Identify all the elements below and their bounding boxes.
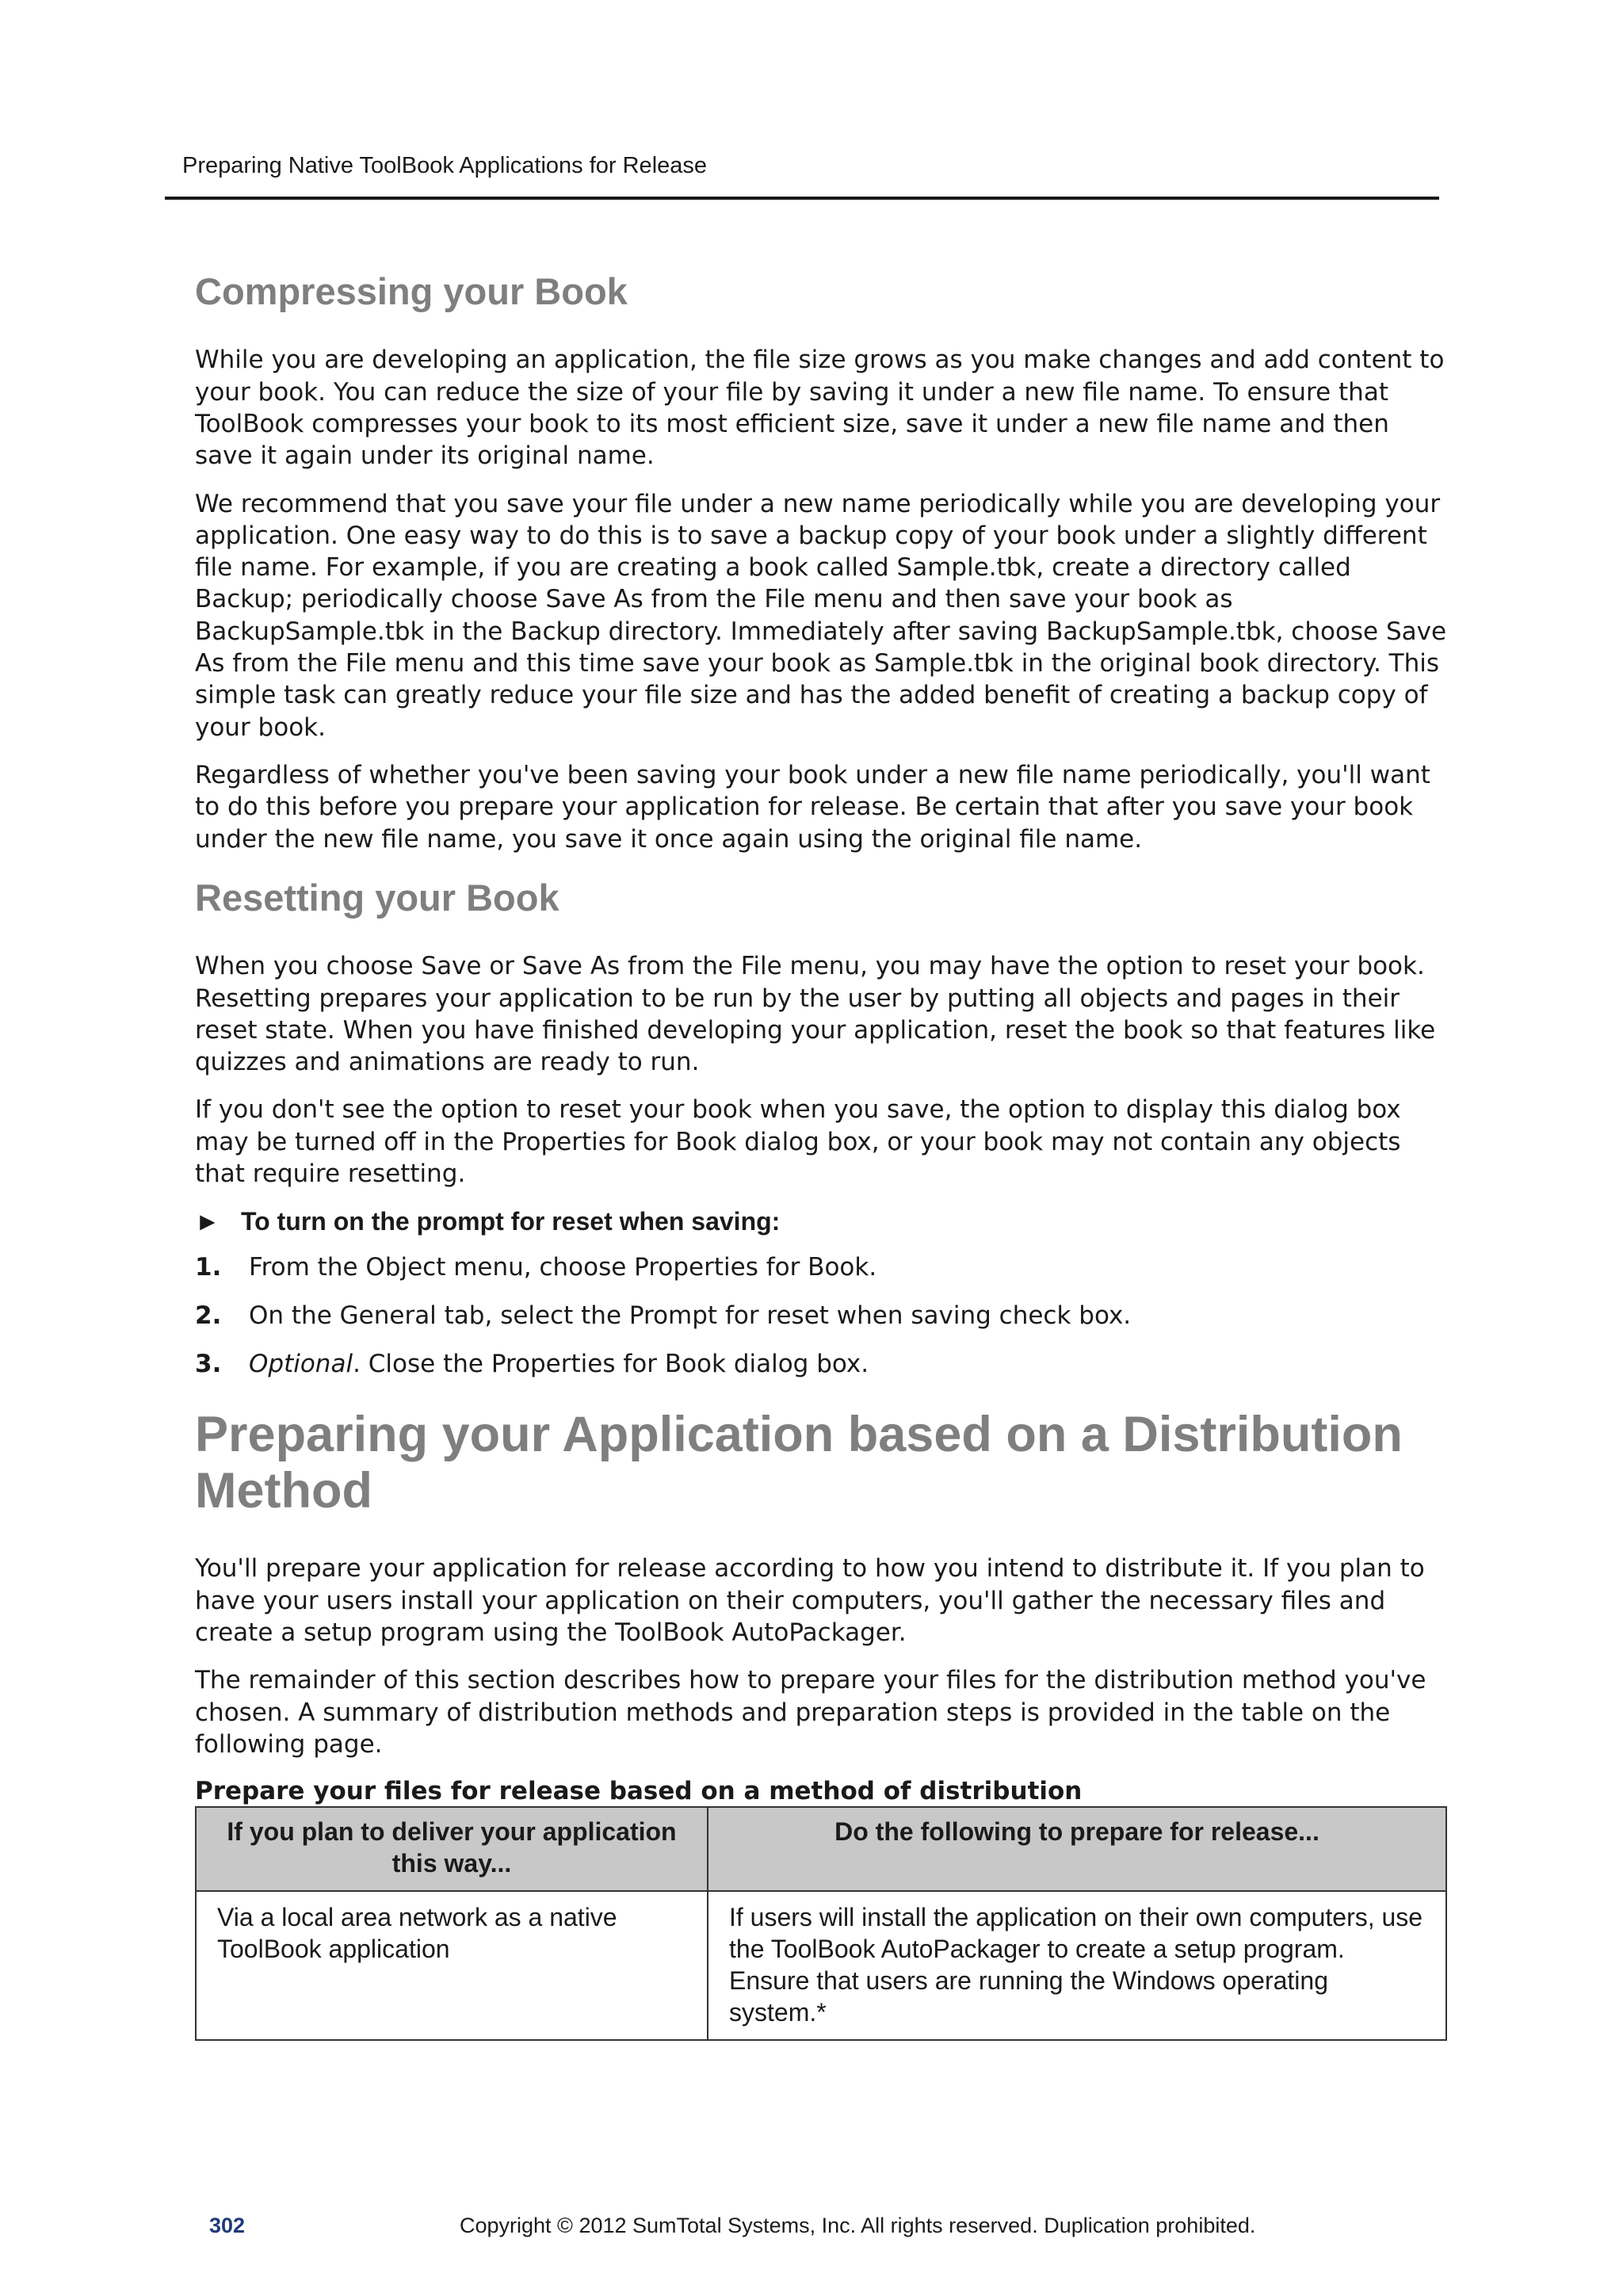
section-heading-resetting: Resetting your Book (195, 876, 559, 919)
table-header-row (196, 1807, 1446, 1891)
step-text (249, 1348, 869, 1380)
table-row (196, 1891, 1446, 2040)
procedure-step (195, 1348, 1447, 1380)
step-number: 3. (195, 1350, 222, 1379)
step-number: 2. (195, 1301, 222, 1331)
procedure-step (195, 1251, 1447, 1283)
table-header-cell: Do the following to prepare for release... (708, 1807, 1446, 1891)
step-text-rest: . Close the Properties for Book dialog box. (353, 1350, 869, 1379)
step-number: 1. (195, 1253, 222, 1282)
distribution-table (195, 1806, 1447, 2041)
procedure-step (195, 1300, 1447, 1331)
compress-paragraph-3: Regardless of whether you've been saving your book under a new file name periodically, you'll want to do this before you prepare your application for release. Be certain that after you save your book under the new file name, you save it once again using the original file name. (195, 760, 1430, 854)
distribution-paragraph-2: The remainder of this section describes how to prepare your files for the distribution method you've chosen. A summary of distribution methods and preparation steps is provided in the table on the following page. (195, 1666, 1426, 1759)
step-text: From the Object menu, choose Properties for Book. (249, 1253, 877, 1282)
reset-paragraph-1: When you choose Save or Save As from the File menu, you may have the option to reset your book. Resetting prepares your application to be run by the user by putting all objects and pages in their reset state. When you have finished developing your application, reset the book so that features like quizzes and animations are ready to run. (195, 952, 1436, 1077)
header-divider (165, 197, 1439, 200)
procedure-title (195, 1205, 1447, 1237)
table-cell: If users will install the application on their own computers, use the ToolBook AutoPackager to create a setup program. Ensure that users are running the Windows operating system.* (708, 1891, 1446, 2040)
distribution-paragraph-1: You'll prepare your application for release according to how you intend to distribute it. If you plan to have your users install your application on their computers, you'll gather the necessary files and create a setup program using the ToolBook AutoPackager. (195, 1554, 1425, 1647)
page-content (195, 269, 1447, 2041)
page-number: 302 (209, 2214, 246, 2237)
procedure-title-text: To turn on the prompt for reset when saving: (241, 1207, 781, 1236)
step-optional-label: Optional (249, 1350, 353, 1379)
chapter-heading-line-1: Preparing your Application based on a Distribution (195, 1407, 1403, 1463)
running-header: Preparing Native ToolBook Applications for Release (182, 153, 708, 178)
section-heading-compressing: Compressing your Book (195, 270, 628, 312)
chapter-heading-distribution (195, 1407, 1447, 1519)
procedure-arrow-icon: ► (195, 1207, 220, 1236)
compress-paragraph-2: We recommend that you save your file under a new name periodically while you are developing your application. One easy way to do this is to save a backup copy of your book under a slightly different file name. For example, if you are creating a book called Sample.tbk, create a directory called Backup; periodically choose Save As from the File menu and then save your book as BackupSample.tbk in the Backup directory. Immediately after saving BackupSample.tbk, choose Save As from the File menu and this time save your book as Sample.tbk in the original book directory. This simple task can greatly reduce your file size and has the added benefit of creating a backup copy of your book. (195, 489, 1447, 742)
chapter-heading-line-2: Method (195, 1463, 372, 1519)
table-cell: Via a local area network as a native ToolBook application (196, 1891, 708, 2040)
step-text: On the General tab, select the Prompt for reset when saving check box. (249, 1301, 1132, 1331)
copyright-notice: Copyright © 2012 SumTotal Systems, Inc. All rights reserved. Duplication prohibited. (460, 2214, 1256, 2237)
compress-paragraph-1: While you are developing an application, the file size grows as you make changes and add content to your book. You can reduce the size of your file by saving it under a new file name. To ensure that ToolBook compresses your book to its most efficient size, save it under a new file name and then save it again under its original name. (195, 346, 1445, 471)
table-caption: Prepare your files for release based on a method of distribution (195, 1777, 1083, 1806)
reset-paragraph-2: If you don't see the option to reset your book when you save, the option to display this dialog box may be turned off in the Properties for Book dialog box, or your book may not contain any objects that require resetting. (195, 1095, 1401, 1189)
table-header-cell: If you plan to deliver your application this way... (196, 1807, 708, 1891)
